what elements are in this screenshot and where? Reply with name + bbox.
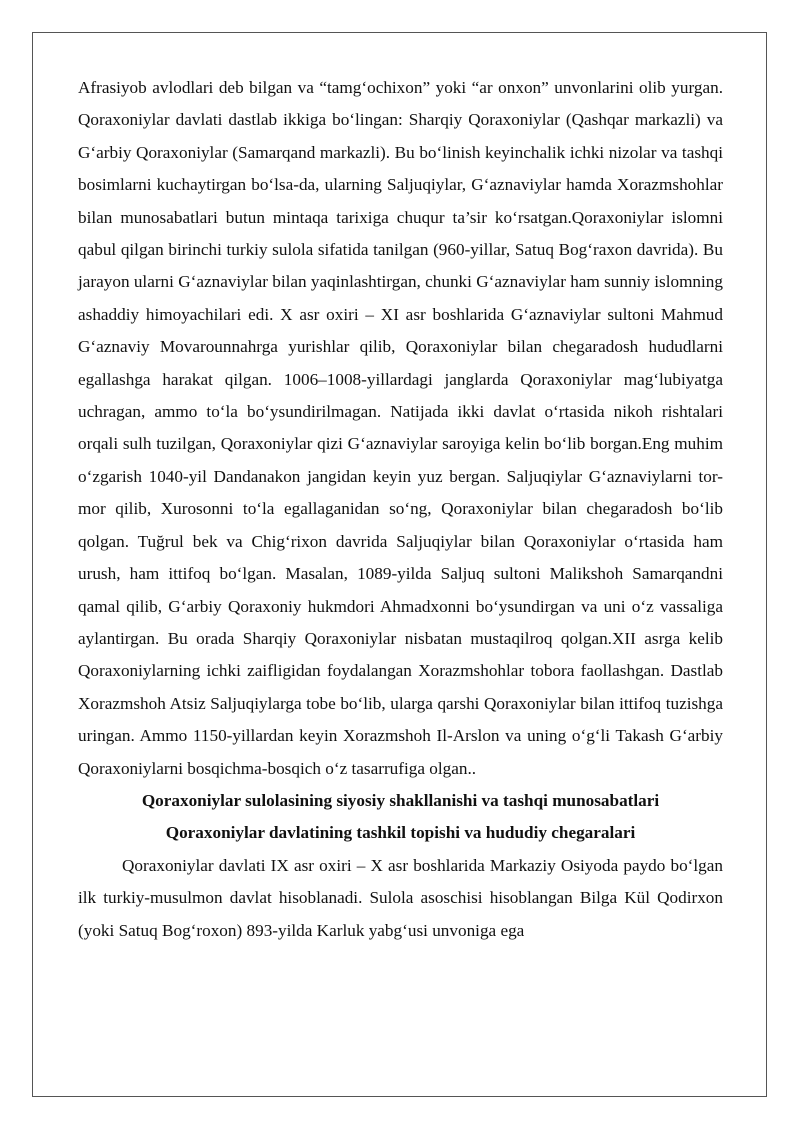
body-paragraph-1: Afrasiyob avlodlari deb bilgan va “tamg‘ochixon” yoki “ar onxon” unvonlarini olib yurgan. Qoraxoniylar davlati dastlab ikkiga bo‘lingan: Sharqiy Qoraxoniylar (Qashqar markazli) va G‘arbiy Qoraxoniylar (Samarqand markazli). Bu bo‘linish keyinchalik ichki nizolar va tashqi bosimlarni kuchaytirgan bo‘lsa-da, ularning Saljuqiylar, G‘aznaviylar hamda Xorazmshohlar bilan munosabatlari butun mintaqa tarixiga chuqur ta’sir ko‘rsatgan.Qoraxoniylar islomni qabul qilgan birinchi turkiy sulola sifatida tanilgan (960-yillar, Satuq Bog‘raxon davrida). Bu jarayon ularni G‘aznaviylar bilan yaqinlashtirgan, chunki G‘aznaviylar ham sunniy islomning ashaddiy himoyachilari edi. X asr oxiri – XI asr boshlarida G‘aznaviylar sultoni Mahmud G‘aznaviy Movarounnahrga yurishlar qilib, Qoraxoniylar bilan chegaradosh hududlarni egallashga harakat qilgan. 1006–1008-yillardagi janglarda Qoraxoniylar mag‘lubiyatga uchragan, ammo to‘la bo‘ysundirilmagan. Natijada ikki davlat o‘rtasida nikoh rishtalari orqali sulh tuzilgan, Qoraxoniylar qizi G‘aznaviylar saroyiga kelin bo‘lib borgan.Eng muhim o‘zgarish 1040-yil Dandanakon jangidan keyin yuz bergan. Saljuqiylar G‘aznaviylarni tor-mor qilib, Xurosonni to‘la egallaganidan so‘ng, Qoraxoniylar bilan chegaradosh bo‘lib qolgan. Tuğrul bek va Chig‘rixon davrida Saljuqiylar bilan Qoraxoniylar o‘rtasida ham urush, ham ittifoq bo‘lgan. Masalan, 1089-yilda Saljuq sultoni Malikshoh Samarqandni qamal qilib, G‘arbiy Qoraxoniy hukmdori Ahmadxonni bo‘ysundirgan va uni o‘z vassaliga aylantirgan. Bu orada Sharqiy Qoraxoniylar nisbatan mustaqilroq qolgan.XII asrga kelib Qoraxoniylarning ichki zaifligidan foydalangan Xorazmshohlar tobora faollashgan. Dastlab Xorazmshoh Atsiz Saljuqiylarga tobe bo‘lib, ularga qarshi Qoraxoniylar bilan ittifoq tuzishga uringan. Ammo 1150-yillardan keyin Xorazmshoh Il-Arslon va uning o‘g‘li Takash G‘arbiy Qoraxoniylarni bosqichma-bosqich o‘z tasarrufiga olgan.. <box>78 78 723 778</box>
body-paragraph-2: Qoraxoniylar davlati IX asr oxiri – X asr boshlarida Markaziy Osiyoda paydo bo‘lgan ilk turkiy-musulmon davlat hisoblanadi. Sulola asoschisi hisoblangan Bilga Kül Qodirxon (yoki Satuq Bog‘roxon) 893-yilda Karluk yabg‘usi unvoniga ega <box>78 855 723 940</box>
section-heading: Qoraxoniylar sulolasining siyosiy shakllanishi va tashqi munosabatlari <box>141 790 660 810</box>
document-body <box>78 72 723 947</box>
subsection-heading: Qoraxoniylar davlatining tashkil topishi va hududiy chegaralari <box>165 823 636 843</box>
